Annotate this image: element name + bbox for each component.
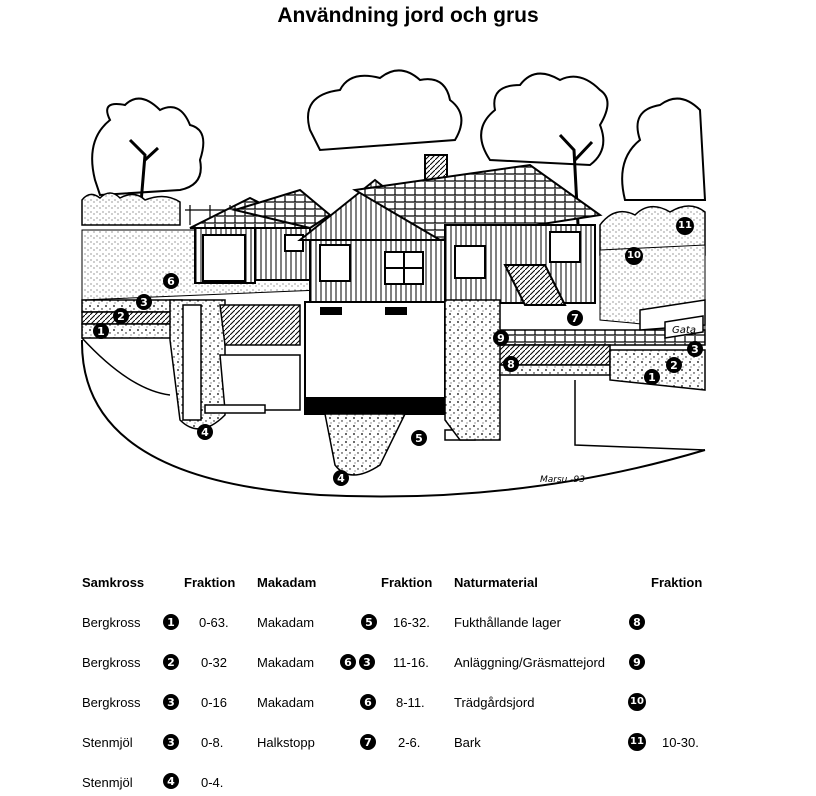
marker-9: 9: [493, 330, 509, 346]
header-makadam: Makadam: [257, 575, 317, 590]
header-fraktion-3: Fraktion: [651, 575, 703, 590]
legend-fraction: 8-11.: [396, 695, 425, 710]
legend-fraction: 0-32: [201, 655, 228, 670]
legend-number-icon: 3: [163, 694, 179, 710]
legend-fraction: 16-32.: [393, 615, 430, 630]
legend-fraction: 0-8.: [201, 735, 224, 750]
legend-fraction: 0-4.: [201, 775, 224, 790]
legend-number-icon: 6: [340, 654, 356, 670]
legend-item-name: Bergkross: [82, 695, 141, 710]
marker-4-left: 4: [197, 424, 213, 440]
legend-number-icon: 11: [628, 733, 646, 751]
legend-number-icon: 7: [360, 734, 376, 750]
legend-number-icon: 9: [629, 654, 645, 670]
legend-item-name: Makadam: [257, 695, 315, 710]
artist-signature: Marsu -93: [540, 475, 585, 485]
legend-item-name: Fukthållande lager: [454, 615, 561, 630]
legend-item-name: Stenmjöl: [82, 775, 133, 790]
legend-item-name: Trädgårdsjord: [454, 695, 535, 710]
legend-fraction: 0-63.: [199, 615, 229, 630]
legend-number-icon: 3: [359, 654, 375, 670]
legend-fraction: 11-16.: [393, 655, 429, 670]
marker-6: 6: [163, 273, 179, 289]
marker-4-pit: 4: [333, 470, 349, 486]
legend-item-name: Bergkross: [82, 615, 141, 630]
legend-fraction: 2-6.: [398, 735, 421, 750]
drainage-pit: [325, 414, 405, 475]
legend-item-name: Halkstopp: [257, 735, 315, 750]
marker-10: 10: [625, 247, 643, 265]
marker-8: 8: [503, 356, 519, 372]
marker-1-right: 1: [644, 369, 660, 385]
legend-fraction: 0-16: [201, 695, 228, 710]
header-samkross: Samkross: [82, 575, 145, 590]
legend-number-icon: 1: [163, 614, 179, 630]
header-naturmaterial: Naturmaterial: [454, 575, 538, 590]
legend-item-name: Makadam: [257, 655, 315, 670]
marker-11: 11: [676, 217, 694, 235]
marker-1: 1: [93, 323, 109, 339]
marker-2-right: 2: [666, 357, 682, 373]
legend-number-icon: 6: [360, 694, 376, 710]
marker-3-right: 3: [687, 341, 703, 357]
marker-3: 3: [136, 294, 152, 310]
legend-number-icon: 8: [629, 614, 645, 630]
legend-item-name: Stenmjöl: [82, 735, 133, 750]
legend-item-name: Bark: [454, 735, 481, 750]
legend-fraction: 10-30.: [662, 735, 699, 750]
legend-item-name: Makadam: [257, 615, 315, 630]
marker-5: 5: [411, 430, 427, 446]
legend-item-name: Bergkross: [82, 655, 141, 670]
header-fraktion-2: Fraktion: [381, 575, 433, 590]
header-fraktion-1: Fraktion: [184, 575, 236, 590]
street-sign-label: Gata: [672, 325, 696, 336]
legend-number-icon: 5: [361, 614, 377, 630]
legend-number-icon: 4: [163, 773, 179, 789]
legend-item-name: Anläggning/Gräsmattejord: [454, 655, 606, 670]
legend-number-icon: 2: [163, 654, 179, 670]
marker-7: 7: [567, 310, 583, 326]
page-title: Användning jord och grus: [277, 4, 539, 27]
legend-number-icon: 10: [628, 693, 646, 711]
legend-number-icon: 3: [163, 734, 179, 750]
background-trees: [92, 70, 705, 200]
marker-2: 2: [113, 308, 129, 324]
